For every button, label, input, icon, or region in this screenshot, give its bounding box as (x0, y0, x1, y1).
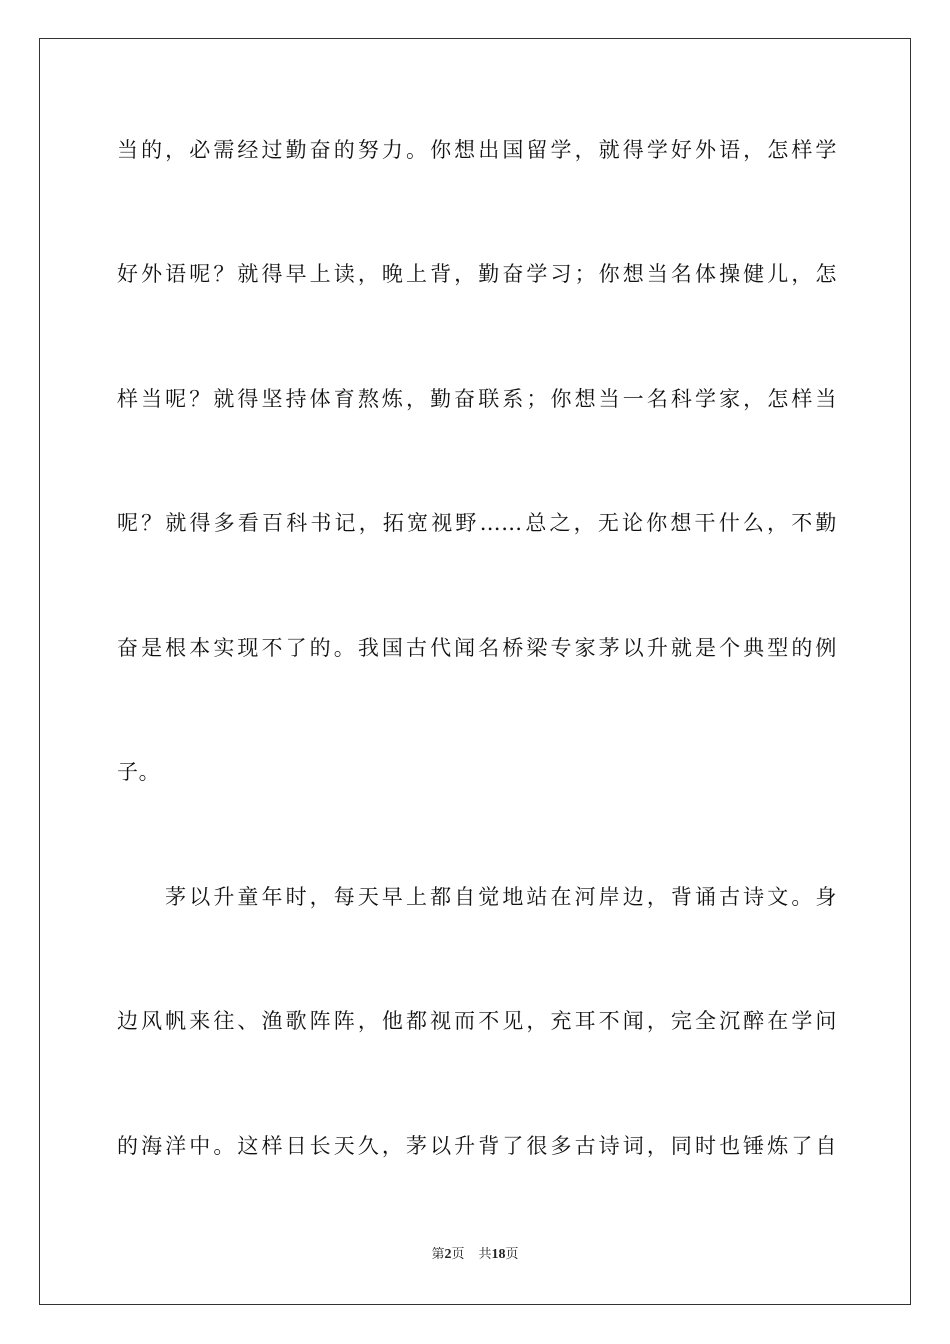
total-pages: 18 (491, 1247, 506, 1262)
page-suffix: 页 (451, 1247, 465, 1262)
total-suffix: 页 (505, 1247, 519, 1262)
page-footer (0, 1246, 950, 1264)
text-line-4: 呢？就得多看百科书记，拓宽视野……总之，无论你想干什么，不勤 (117, 511, 837, 535)
text-line-3: 样当呢？就得坚持体育熬炼，勤奋联系；你想当一名科学家，怎样当 (117, 387, 837, 411)
text-line-7: 茅以升童年时，每天早上都自觉地站在河岸边，背诵古诗文。身 (117, 885, 837, 909)
text-line-9: 的海洋中。这样日长天久，茅以升背了很多古诗词，同时也锤炼了自 (117, 1134, 837, 1158)
text-line-2: 好外语呢？就得早上读，晚上背，勤奋学习；你想当名体操健儿，怎 (117, 262, 837, 286)
text-line-6: 子。 (117, 760, 161, 784)
total-prefix: 共 (478, 1247, 492, 1262)
page-prefix: 第 (431, 1247, 445, 1262)
text-line-8: 边风帆来往、渔歌阵阵，他都视而不见，充耳不闻，完全沉醉在学问 (117, 1009, 837, 1033)
page-border (39, 38, 911, 1305)
text-line-1: 当的，必需经过勤奋的努力。你想出国留学，就得学好外语，怎样学 (117, 138, 837, 162)
text-line-5: 奋是根本实现不了的。我国古代闻名桥梁专家茅以升就是个典型的例 (117, 636, 837, 660)
page-number: 2 (444, 1247, 452, 1262)
